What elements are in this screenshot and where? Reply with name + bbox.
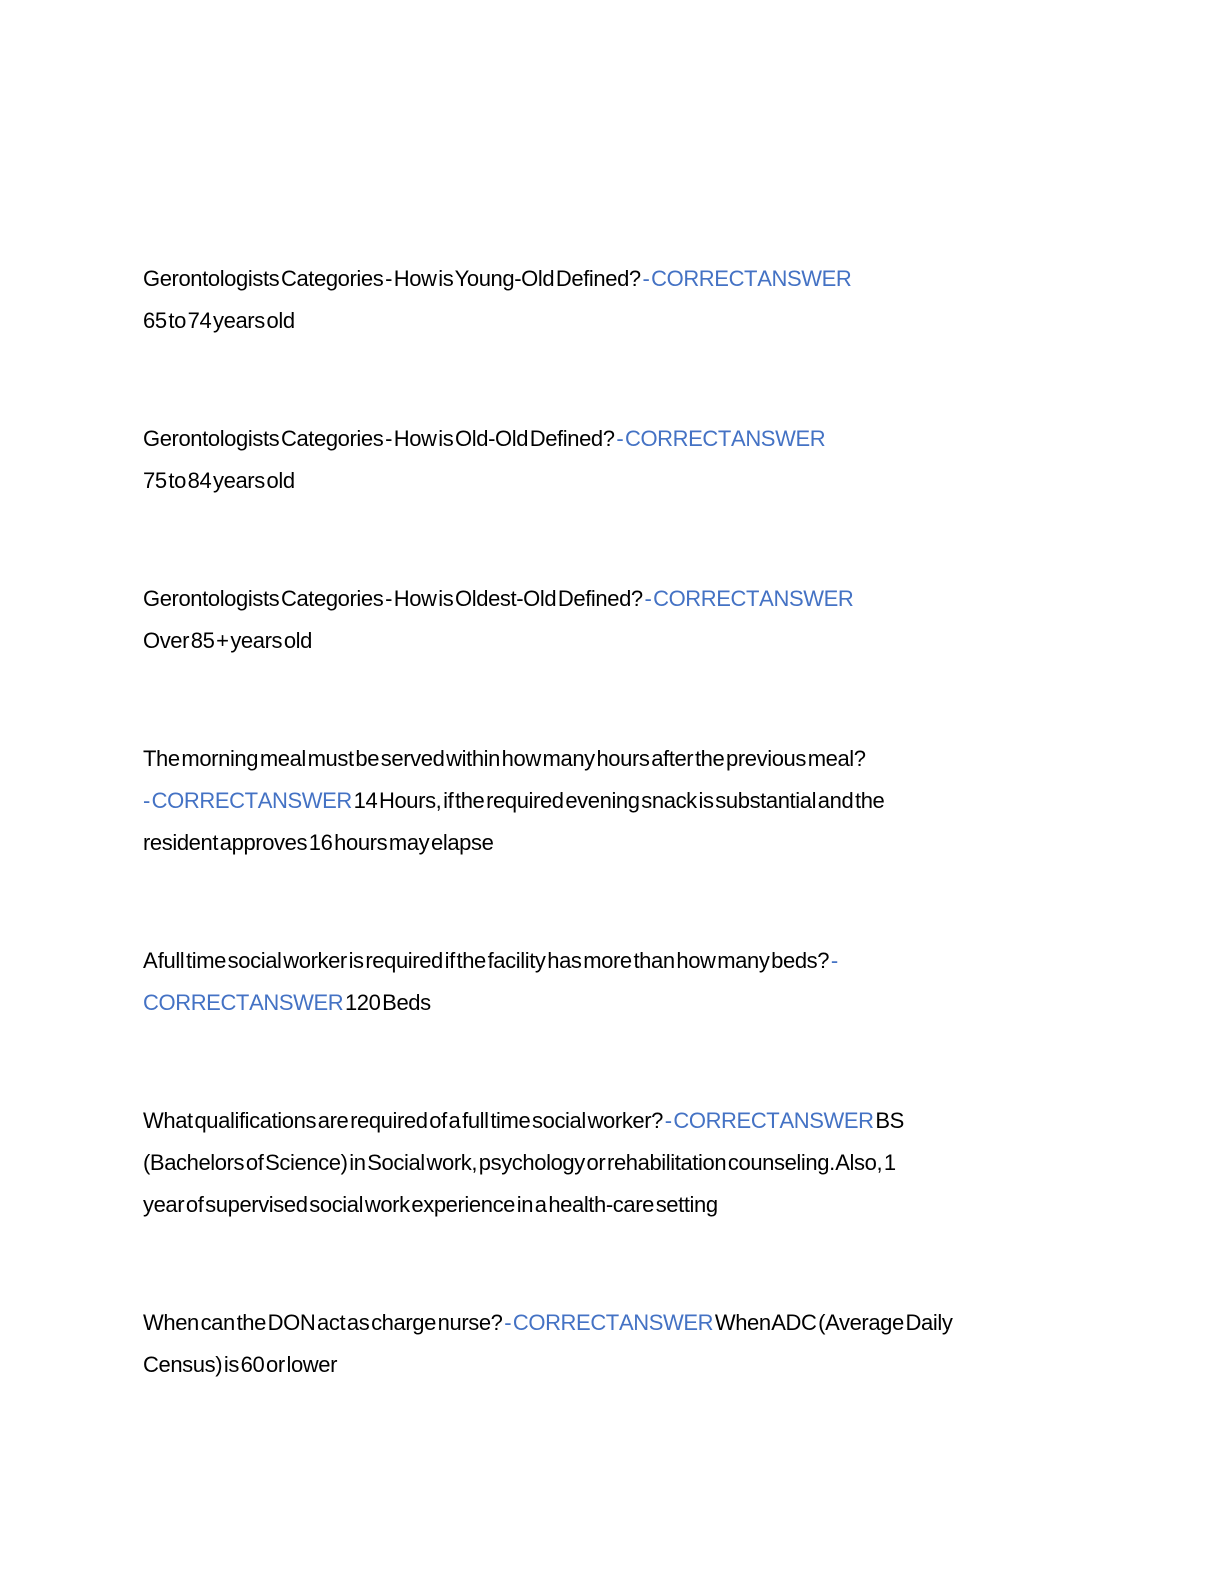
- text-line: [143, 982, 1108, 1024]
- text-line: [143, 578, 1108, 620]
- text-segment: Census) is 60 or lower: [143, 1352, 338, 1377]
- correct-answer-label: - CORRECT ANSWER: [616, 426, 826, 451]
- qa-block: [143, 738, 1108, 864]
- qa-block: [143, 418, 1108, 502]
- correct-answer-label: -: [830, 948, 838, 973]
- text-segment: 65 to 74 years old: [143, 308, 295, 333]
- qa-block: [143, 578, 1108, 662]
- text-line: [143, 1100, 1108, 1142]
- text-segment: What qualifications are required of a full time social worker?: [143, 1108, 665, 1133]
- correct-answer-label: - CORRECT ANSWER: [664, 1108, 874, 1133]
- text-line: [143, 780, 1108, 822]
- document-content: [143, 258, 1108, 1462]
- text-segment: A full time social worker is required if the facility has more than how many beds?: [143, 948, 831, 973]
- text-segment: 75 to 84 years old: [143, 468, 295, 493]
- text-line: [143, 1302, 1108, 1344]
- text-segment: (Bachelors of Science) in Social work, psychology or rehabilitation counseling. Also, 1: [143, 1150, 896, 1175]
- text-segment: The morning meal must be served within how many hours after the previous meal?: [143, 746, 866, 771]
- text-line: [143, 1142, 1108, 1184]
- qa-block: [143, 1100, 1108, 1226]
- qa-block: [143, 940, 1108, 1024]
- correct-answer-label: - CORRECT ANSWER: [644, 586, 854, 611]
- text-segment: year of supervised social work experience in a health-care setting: [143, 1192, 718, 1217]
- text-line: [143, 1184, 1108, 1226]
- text-segment: When ADC (Average Daily: [713, 1310, 953, 1335]
- text-line: [143, 822, 1108, 864]
- qa-block: [143, 1302, 1108, 1386]
- text-segment: Gerontologists Categories - How is Oldest-Old Defined?: [143, 586, 645, 611]
- text-segment: Gerontologists Categories - How is Old-Old Defined?: [143, 426, 617, 451]
- correct-answer-label: - CORRECT ANSWER: [642, 266, 852, 291]
- text-line: [143, 460, 1108, 502]
- text-segment: 14 Hours, if the required evening snack is substantial and the: [351, 788, 885, 813]
- text-line: [143, 620, 1108, 662]
- text-segment: BS: [873, 1108, 904, 1133]
- text-line: [143, 418, 1108, 460]
- text-line: [143, 738, 1108, 780]
- correct-answer-label: - CORRECT ANSWER: [143, 788, 352, 813]
- text-line: [143, 258, 1108, 300]
- text-segment: When can the DON act as charge nurse?: [143, 1310, 505, 1335]
- text-segment: resident approves 16 hours may elapse: [143, 830, 494, 855]
- text-line: [143, 1344, 1108, 1386]
- text-segment: Over 85 + years old: [143, 628, 312, 653]
- correct-answer-label: CORRECT ANSWER: [143, 990, 344, 1015]
- text-segment: Gerontologists Categories - How is Young-Old Defined?: [143, 266, 643, 291]
- text-line: [143, 940, 1108, 982]
- correct-answer-label: - CORRECT ANSWER: [504, 1310, 714, 1335]
- qa-block: [143, 258, 1108, 342]
- text-line: [143, 300, 1108, 342]
- text-segment: 120 Beds: [343, 990, 431, 1015]
